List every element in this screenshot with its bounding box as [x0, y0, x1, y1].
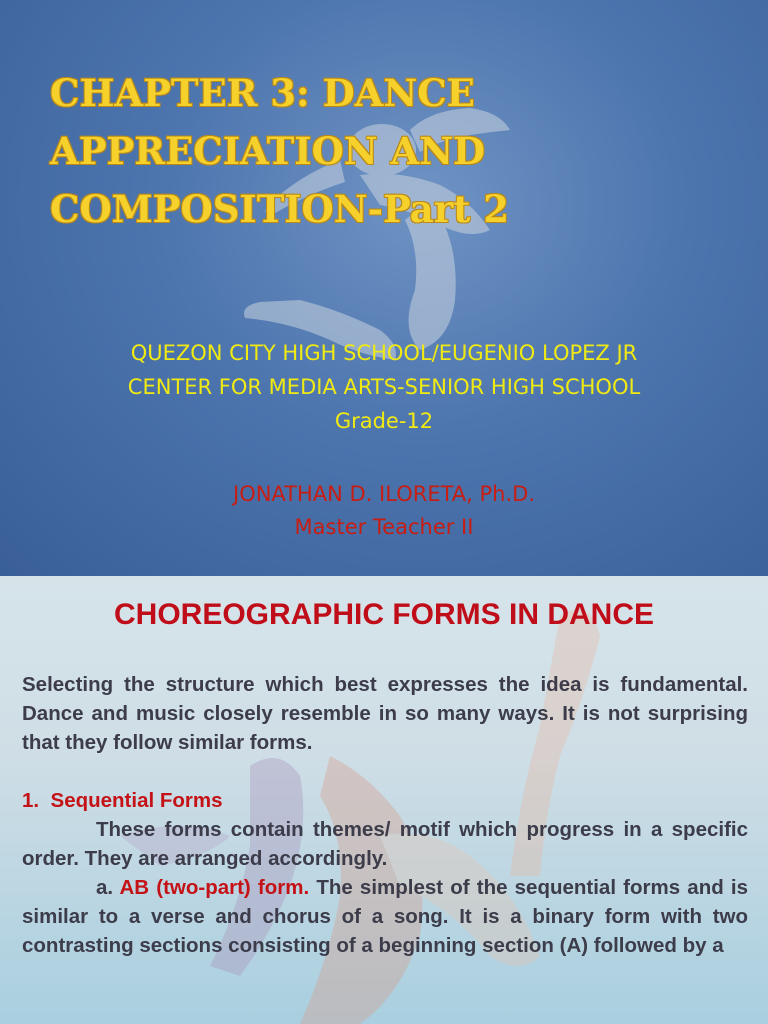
school-line: QUEZON CITY HIGH SCHOOL/EUGENIO LOPEZ JR [130, 341, 638, 365]
author-name: JONATHAN D. ILORETA, Ph.D. [233, 482, 535, 506]
author-title: Master Teacher II [294, 515, 474, 539]
intro-paragraph: Selecting the structure which best expresses the idea is fundamental. Dance and music closely resemble in so many ways. It is not surprising that they follow similar forms. [22, 673, 748, 754]
item-label: a. [96, 876, 114, 899]
section-number: 1. [22, 789, 40, 812]
school-line: CENTER FOR MEDIA ARTS-SENIOR HIGH SCHOOL [127, 375, 641, 399]
title-line: APPRECIATION AND [50, 129, 486, 173]
title-line: CHAPTER 3: DANCE [50, 71, 475, 115]
grade-level: Grade-12 [334, 409, 434, 433]
spacer [22, 757, 748, 786]
section-description: These forms contain themes/ motif which progress in a specific order. They are arranged accordingly. [22, 818, 748, 870]
title-line: COMPOSITION-Part 2 [50, 187, 509, 231]
author-info [40, 478, 728, 544]
school-info [40, 336, 728, 438]
item-title: AB (two-part) form. [119, 876, 310, 899]
content-slide [0, 576, 768, 1024]
item-description: The simplest of the sequential forms and is similar to a verse and chorus of a song. It is a binary form with two contrasting sections consisting of a beginning section (A) followed by a [22, 876, 748, 957]
section-title: Sequential Forms [50, 789, 223, 812]
section-heading [22, 786, 748, 815]
slide-body [22, 670, 748, 960]
slide-title [50, 64, 670, 238]
item-paragraph [22, 873, 748, 960]
slide-heading: CHOREOGRAPHIC FORMS IN DANCE [113, 598, 654, 631]
